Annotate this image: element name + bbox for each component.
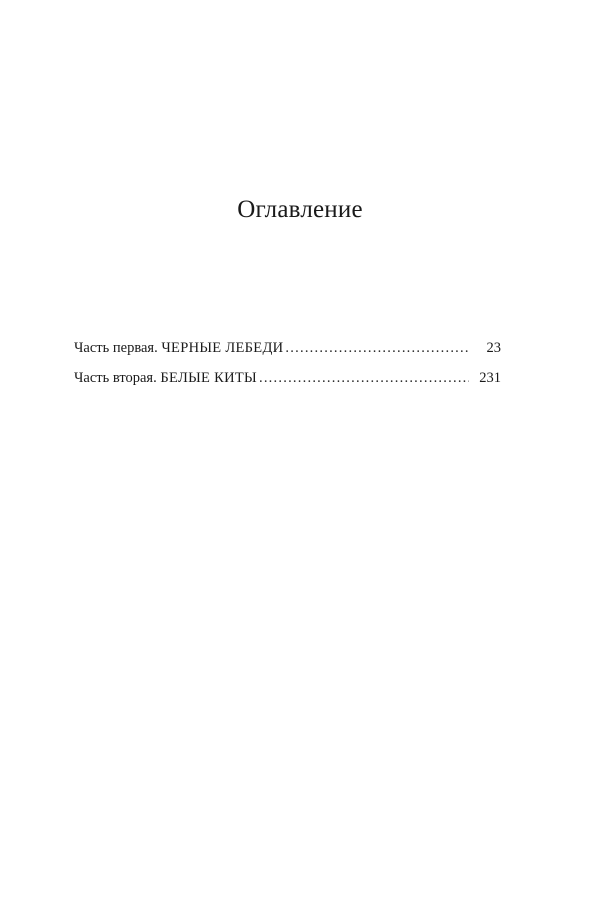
toc-dot-leader [285, 338, 469, 358]
toc-entry-name: БЕЛЫЕ КИТЫ [160, 370, 257, 386]
toc-entry-page: 231 [479, 370, 501, 386]
toc-entry-label [74, 338, 283, 358]
toc-entry-part: Часть первая. [74, 340, 158, 356]
toc-entry-part-two [74, 368, 501, 398]
toc-entry-part: Часть вторая. [74, 370, 157, 386]
toc-entry-name: ЧЕРНЫЕ ЛЕБЕДИ [161, 340, 284, 356]
toc-title: Оглавление [237, 196, 363, 223]
toc-entry-label [74, 368, 257, 388]
toc-list [74, 338, 501, 398]
toc-entry-part-one [74, 338, 501, 368]
toc-entry-page: 23 [486, 340, 501, 356]
toc-dot-leader [259, 368, 469, 388]
